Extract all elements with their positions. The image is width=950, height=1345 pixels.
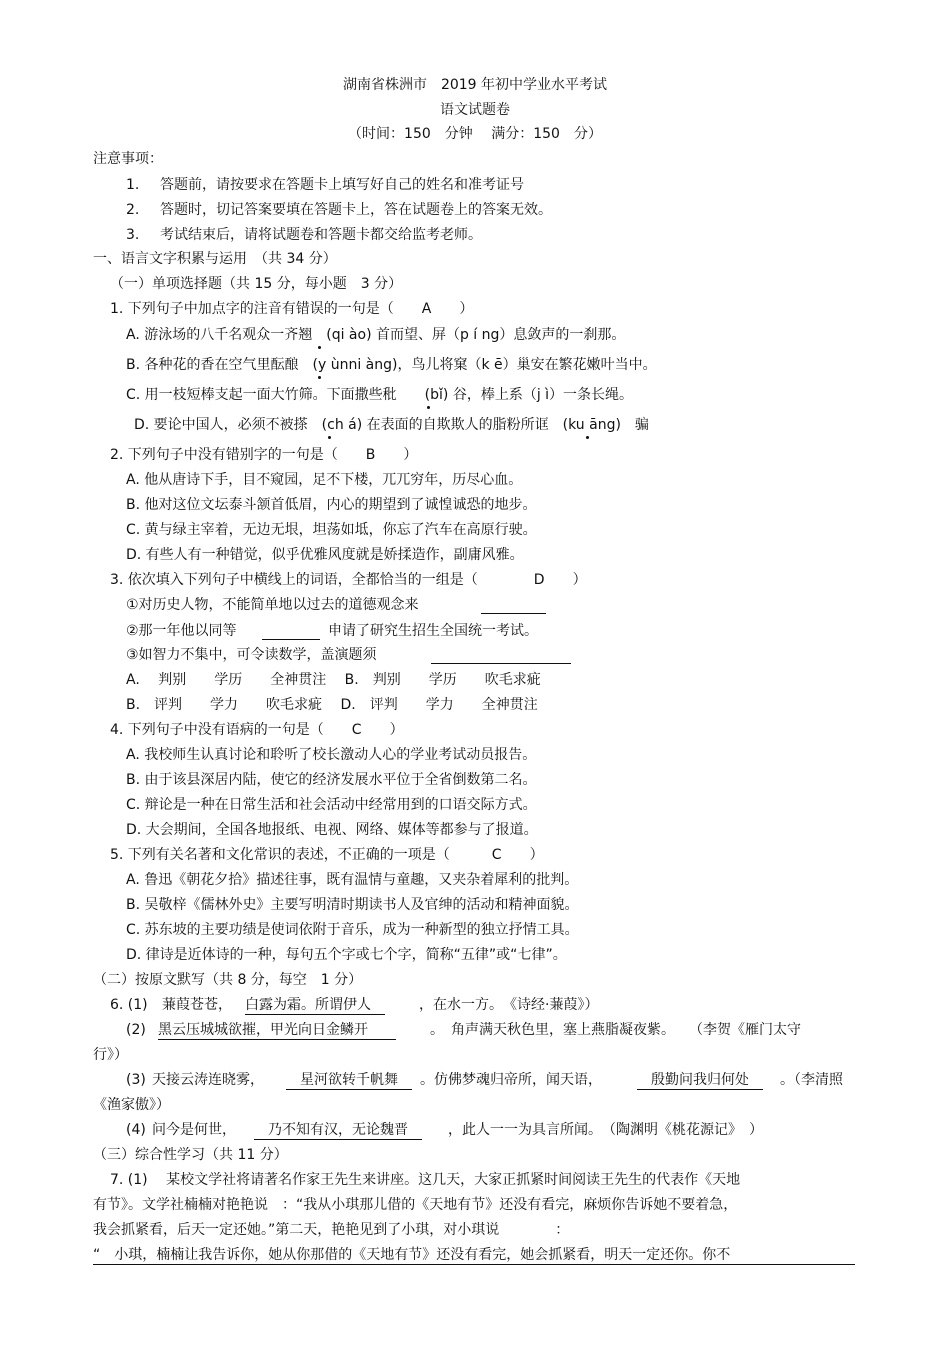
part-heading: （二）按原文默写（共 8 分，每空 1 分）	[93, 972, 363, 988]
q7-answer-text: “ 小琪，楠楠让我告诉你，她从你那借的《天地有节》还没有看完，她会抓紧看，明天一定还你。你不	[93, 1247, 731, 1263]
fill-blank	[431, 663, 571, 664]
emphasis-dot	[318, 376, 321, 379]
q6-number: (3)	[126, 1072, 146, 1088]
option-a: A. 我校师生认真讨论和聆听了校长激动人心的学业考试动员报告。	[126, 747, 537, 763]
q6-text: 天接云涛连晓雾，	[152, 1072, 264, 1088]
part-heading: （一）单项选择题（共 15 分，每小题 3 分）	[110, 276, 403, 292]
option-d: D. 律诗是近体诗的一种，每句五个字或七个字，简称“五律”或“七律”。	[126, 947, 567, 963]
option-b: B. 各种花的香在空气里酝酿 (y ùnni àng)，鸟儿将窠（k ē）巢安在繁花嫩叶当中。	[126, 357, 657, 373]
fill-blank	[481, 613, 546, 614]
sentence-2b: 申请了研究生招生全国统一考试。	[328, 623, 538, 639]
q6-text: 。（李清照	[780, 1072, 843, 1088]
q6-answer: 星河欲转千帆舞	[286, 1071, 412, 1089]
question-stem: 3. 依次填入下列句子中横线上的词语，全都恰当的一组是（ D ）	[110, 572, 587, 588]
q6-number: (4)	[126, 1122, 146, 1138]
option-b: B. 吴敬梓《儒林外史》主要写明清时期读书人及官绅的活动和精神面貌。	[126, 897, 579, 913]
q6-text: ，此人一一为具言所闻。 （陶渊明《桃花源记》 ）	[448, 1122, 763, 1138]
q6-text: 《渔家傲》）	[93, 1097, 170, 1113]
emphasis-dot	[586, 436, 589, 439]
option-c: C. 苏东坡的主要功绩是使词依附于音乐，成为一种新型的独立抒情工具。	[126, 922, 579, 938]
q6-text: 行》）	[93, 1047, 128, 1063]
fill-blank	[262, 639, 320, 640]
q6-text: 蒹葭苍苍，	[162, 997, 232, 1013]
emphasis-dot	[427, 406, 430, 409]
q6-answer: 殷勤问我归何处	[637, 1071, 763, 1089]
q6-answer: 黑云压城城欲摧，甲光向日金鳞开	[158, 1021, 396, 1039]
q6-text: 。仿佛梦魂归帝所，闻天语，	[420, 1072, 602, 1088]
notice-heading: 注意事项：	[93, 151, 163, 167]
sentence-2a: ②那一年他以同等	[126, 623, 237, 639]
sentence-3: ③如智力不集中，可令读数学，盖演题须	[126, 647, 377, 663]
q7-text: 有节》。文学社楠楠对艳艳说 ：“我从小琪那儿借的《天地有节》还没有看完，麻烦你告诉她不要着急，	[93, 1197, 738, 1213]
option-b: B. 他对这位文坛泰斗颔首低眉，内心的期望到了诚惶诚恐的地步。	[126, 497, 537, 513]
option-d: D. 有些人有一种错觉，似乎优雅风度就是娇揉造作，副庸风雅。	[126, 547, 524, 563]
emphasis-dot	[328, 436, 331, 439]
q6-number: (2)	[126, 1022, 146, 1038]
option-a: A. 他从唐诗下手，目不窥园，足不下楼，兀兀穷年，历尽心血。	[126, 472, 523, 488]
notice-item-number: 2.	[126, 202, 140, 218]
q6-text: 问今是何世，	[152, 1122, 236, 1138]
q7-text: 我会抓紧看，后天一定还她。”第二天，艳艳见到了小琪，对小琪说 ：	[93, 1222, 570, 1238]
q6-text: ，在水一方。 《诗经·蒹葭》）	[419, 997, 599, 1013]
question-stem: 5. 下列有关名著和文化常识的表述，不正确的一项是（ C ）	[110, 847, 544, 863]
option-a: A. 游泳场的八千名观众一齐翘 (qi ào) 首而望、屏（p í ng）息敛声的一刹那。	[126, 327, 626, 343]
option-c: C. 辩论是一种在日常生活和社会活动中经常用到的口语交际方式。	[126, 797, 537, 813]
option-c: C. 黄与绿主宰着，无边无垠，坦荡如坻，你忘了汽车在高原行驶。	[126, 522, 537, 538]
option-d: D. 大会期间，全国各地报纸、电视、网络、媒体等都参与了报道。	[126, 822, 538, 838]
question-stem: 2. 下列句子中没有错别字的一句是（ B ）	[110, 447, 418, 463]
question-stem: 4. 下列句子中没有语病的一句是（ C ）	[110, 722, 404, 738]
q6-answer: 白露为霜。所谓伊人	[245, 996, 385, 1014]
q6-number: 6. (1)	[110, 997, 148, 1013]
q7-text: 7. (1) 某校文学社将请著名作家王先生来讲座。这几天，大家正抓紧时间阅读王先生的代表作《天地	[110, 1172, 741, 1188]
exam-subtitle: 语文试题卷	[440, 102, 510, 118]
notice-item-text: 考试结束后，请将试题卷和答题卡都交给监考老师。	[160, 227, 482, 243]
option-c: C. 用一枝短棒支起一面大竹筛。下面撒些秕 (bǐ) 谷，棒上系（j ì）一条长绳。	[126, 387, 634, 403]
options-ab: A. 判别 学历 全神贯注 B. 判别 学历 吹毛求疵	[126, 672, 541, 688]
notice-item-number: 1.	[126, 177, 140, 193]
options-cd: B. 评判 学力 吹毛求疵 D. 评判 学力 全神贯注	[126, 697, 538, 713]
exam-title: 湖南省株洲市 2019 年初中学业水平考试	[342, 77, 608, 93]
option-a: A. 鲁迅《朝花夕拾》描述往事，既有温情与童趣，又夹杂着犀利的批判。	[126, 872, 579, 888]
answer-line	[93, 1264, 855, 1265]
notice-item-number: 3.	[126, 227, 140, 243]
section-heading: 一、语言文字积累与运用 （共 34 分）	[93, 251, 337, 267]
time-info: （时间：150 分钟 满分：150 分）	[348, 126, 602, 142]
part-heading: （三）综合性学习（共 11 分）	[93, 1147, 288, 1163]
sentence-1: ①对历史人物，不能简单地以过去的道德观念来	[126, 597, 419, 613]
notice-item-text: 答题时，切记答案要填在答题卡上，答在试题卷上的答案无效。	[160, 202, 552, 218]
emphasis-dot	[318, 346, 321, 349]
question-stem: 1. 下列句子中加点字的注音有错误的一句是（ A ）	[110, 301, 474, 317]
q6-answer: 乃不知有汉，无论魏晋	[254, 1121, 422, 1139]
notice-item-text: 答题前，请按要求在答题卡上填写好自己的姓名和准考证号	[160, 177, 524, 193]
option-d: D. 要论中国人，必须不被搽 (ch á) 在表面的自欺欺人的脂粉所诓 (ku āng) 骗	[134, 417, 649, 433]
option-b: B. 由于该县深居内陆，使它的经济发展水平位于全省倒数第二名。	[126, 772, 537, 788]
q6-text: 。 角声满天秋色里，塞上燕脂凝夜紫。 （李贺《雁门太守	[430, 1022, 801, 1038]
